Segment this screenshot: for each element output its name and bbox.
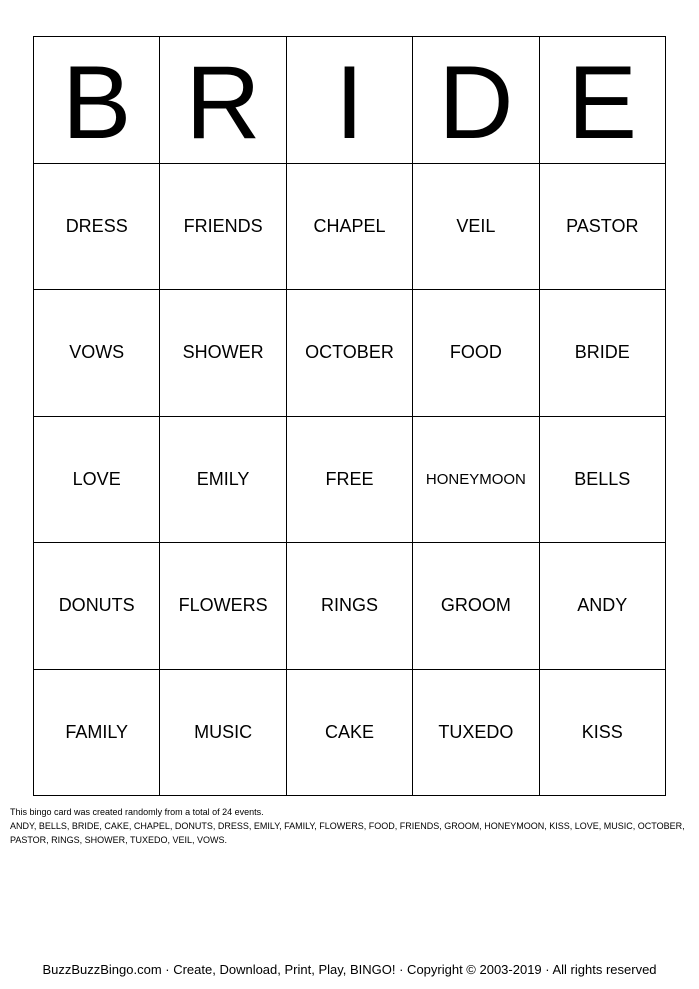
header-letter-e: E [540,37,666,164]
bingo-cell: HONEYMOON [413,417,539,544]
header-letter-r: R [160,37,286,164]
bingo-cell: PASTOR [540,164,666,291]
bingo-cell: VOWS [34,290,160,417]
bingo-free-cell: FREE [287,417,413,544]
bingo-cell: DRESS [34,164,160,291]
bingo-cell: FAMILY [34,670,160,797]
bingo-cell: CHAPEL [287,164,413,291]
bingo-cell: DONUTS [34,543,160,670]
bingo-cell: KISS [540,670,666,797]
bingo-cell: BRIDE [540,290,666,417]
card-info-word-list: ANDY, BELLS, BRIDE, CAKE, CHAPEL, DONUTS, DRESS, EMILY, FAMILY, FLOWERS, FOOD, FRIENDS, GROOM, HONEYMOON, KISS, LOVE, MUSIC, OCTOBER, PASTOR, RINGS, SHOWER, TUXEDO, VEIL, VOWS. [10,821,685,845]
bingo-cell: MUSIC [160,670,286,797]
header-letter-b: B [34,37,160,164]
bingo-cell: OCTOBER [287,290,413,417]
bingo-cell: CAKE [287,670,413,797]
header-letter-d: D [413,37,539,164]
bingo-cell: GROOM [413,543,539,670]
bingo-cell: BELLS [540,417,666,544]
bingo-cell: FOOD [413,290,539,417]
header-letter-i: I [287,37,413,164]
bingo-cell: ANDY [540,543,666,670]
bingo-cell: VEIL [413,164,539,291]
bingo-cell: LOVE [34,417,160,544]
bingo-cell: FRIENDS [160,164,286,291]
card-info [10,805,690,847]
bingo-cell: EMILY [160,417,286,544]
bingo-card [33,36,666,796]
bingo-cell: FLOWERS [160,543,286,670]
page-footer: BuzzBuzzBingo.com · Create, Download, Print, Play, BINGO! · Copyright © 2003-2019 · All rights reserved [42,962,657,977]
bingo-cell: TUXEDO [413,670,539,797]
bingo-cell: SHOWER [160,290,286,417]
bingo-cell: RINGS [287,543,413,670]
card-info-summary: This bingo card was created randomly from a total of 24 events. [10,807,264,817]
